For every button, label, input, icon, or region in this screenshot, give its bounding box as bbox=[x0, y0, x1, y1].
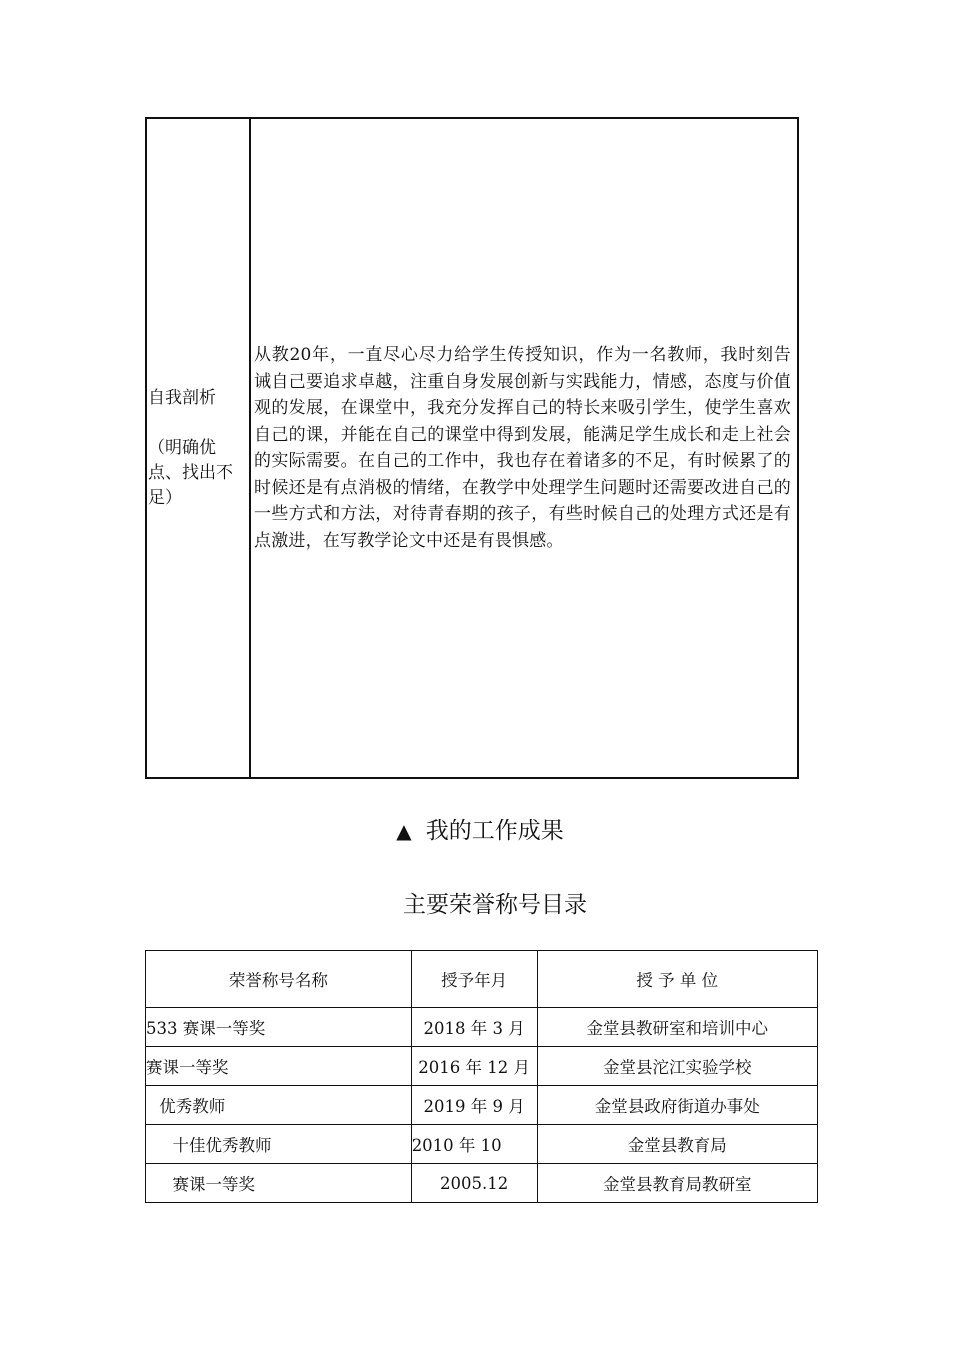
honors-header-row bbox=[146, 951, 818, 1008]
award-unit: 金堂县教育局教研室 bbox=[537, 1164, 817, 1203]
table-row bbox=[146, 1047, 818, 1086]
honor-name: 533 赛课一等奖 bbox=[146, 1008, 412, 1047]
header-award-date: 授予年月 bbox=[411, 951, 537, 1008]
award-date: 2016 年 12 月 bbox=[411, 1047, 537, 1086]
self-analysis-sublabel-1: （明确优 bbox=[148, 437, 216, 458]
table-row bbox=[146, 1086, 818, 1125]
table-row bbox=[146, 1164, 818, 1203]
self-analysis-label: 自我剖析 bbox=[148, 387, 216, 408]
self-analysis-sublabel-3: 足） bbox=[148, 487, 182, 508]
section-title: 我的工作成果 bbox=[425, 818, 564, 844]
award-unit: 金堂县政府街道办事处 bbox=[537, 1086, 817, 1125]
award-unit: 金堂县沱江实验学校 bbox=[537, 1047, 817, 1086]
honor-name: 优秀教师 bbox=[146, 1086, 412, 1125]
triangle-icon: ▲ bbox=[396, 819, 412, 843]
self-analysis-sublabel-2: 点、找出不 bbox=[148, 462, 233, 483]
honor-name: 十佳优秀教师 bbox=[146, 1125, 412, 1164]
self-analysis-label-cell bbox=[147, 119, 251, 777]
self-analysis-table bbox=[145, 117, 799, 779]
award-date: 2005.12 bbox=[411, 1164, 537, 1203]
honor-name: 赛课一等奖 bbox=[146, 1047, 412, 1086]
table-row bbox=[146, 1125, 818, 1164]
honor-name: 赛课一等奖 bbox=[146, 1164, 412, 1203]
header-award-unit: 授 予 单 位 bbox=[537, 951, 817, 1008]
honors-title: 主要荣誉称号目录 bbox=[403, 892, 587, 918]
self-analysis-content-cell bbox=[251, 119, 797, 777]
header-honor-name: 荣誉称号名称 bbox=[146, 951, 412, 1008]
award-date: 2018 年 3 月 bbox=[411, 1008, 537, 1047]
award-date: 2019 年 9 月 bbox=[411, 1086, 537, 1125]
self-analysis-content: 从教20年，一直尽心尽力给学生传授知识，作为一名教师，我时刻告诫自己要追求卓越，注重自身发展创新与实践能力，情感，态度与价值观的发展，在课堂中，我充分发挥自己的特长来吸引学生，使学生喜欢自己的课，并能在自己的课堂中得到发展，能满足学生成长和走上社会的实际需要。在自己的工作中，我也存在着诸多的不足，有时候累了的时候还是有点消极的情绪，在教学中处理学生问题时还需要改进自己的一些方式和方法，对待青春期的孩子，有些时候自己的处理方式还是有点激进，在写教学论文中还是有畏惧感。 bbox=[254, 345, 791, 551]
award-date: 2010 年 10 bbox=[411, 1125, 537, 1164]
table-row bbox=[146, 1008, 818, 1047]
award-unit: 金堂县教育局 bbox=[537, 1125, 817, 1164]
section-heading bbox=[0, 812, 960, 845]
award-unit: 金堂县教研室和培训中心 bbox=[537, 1008, 817, 1047]
honors-table bbox=[145, 950, 818, 1203]
